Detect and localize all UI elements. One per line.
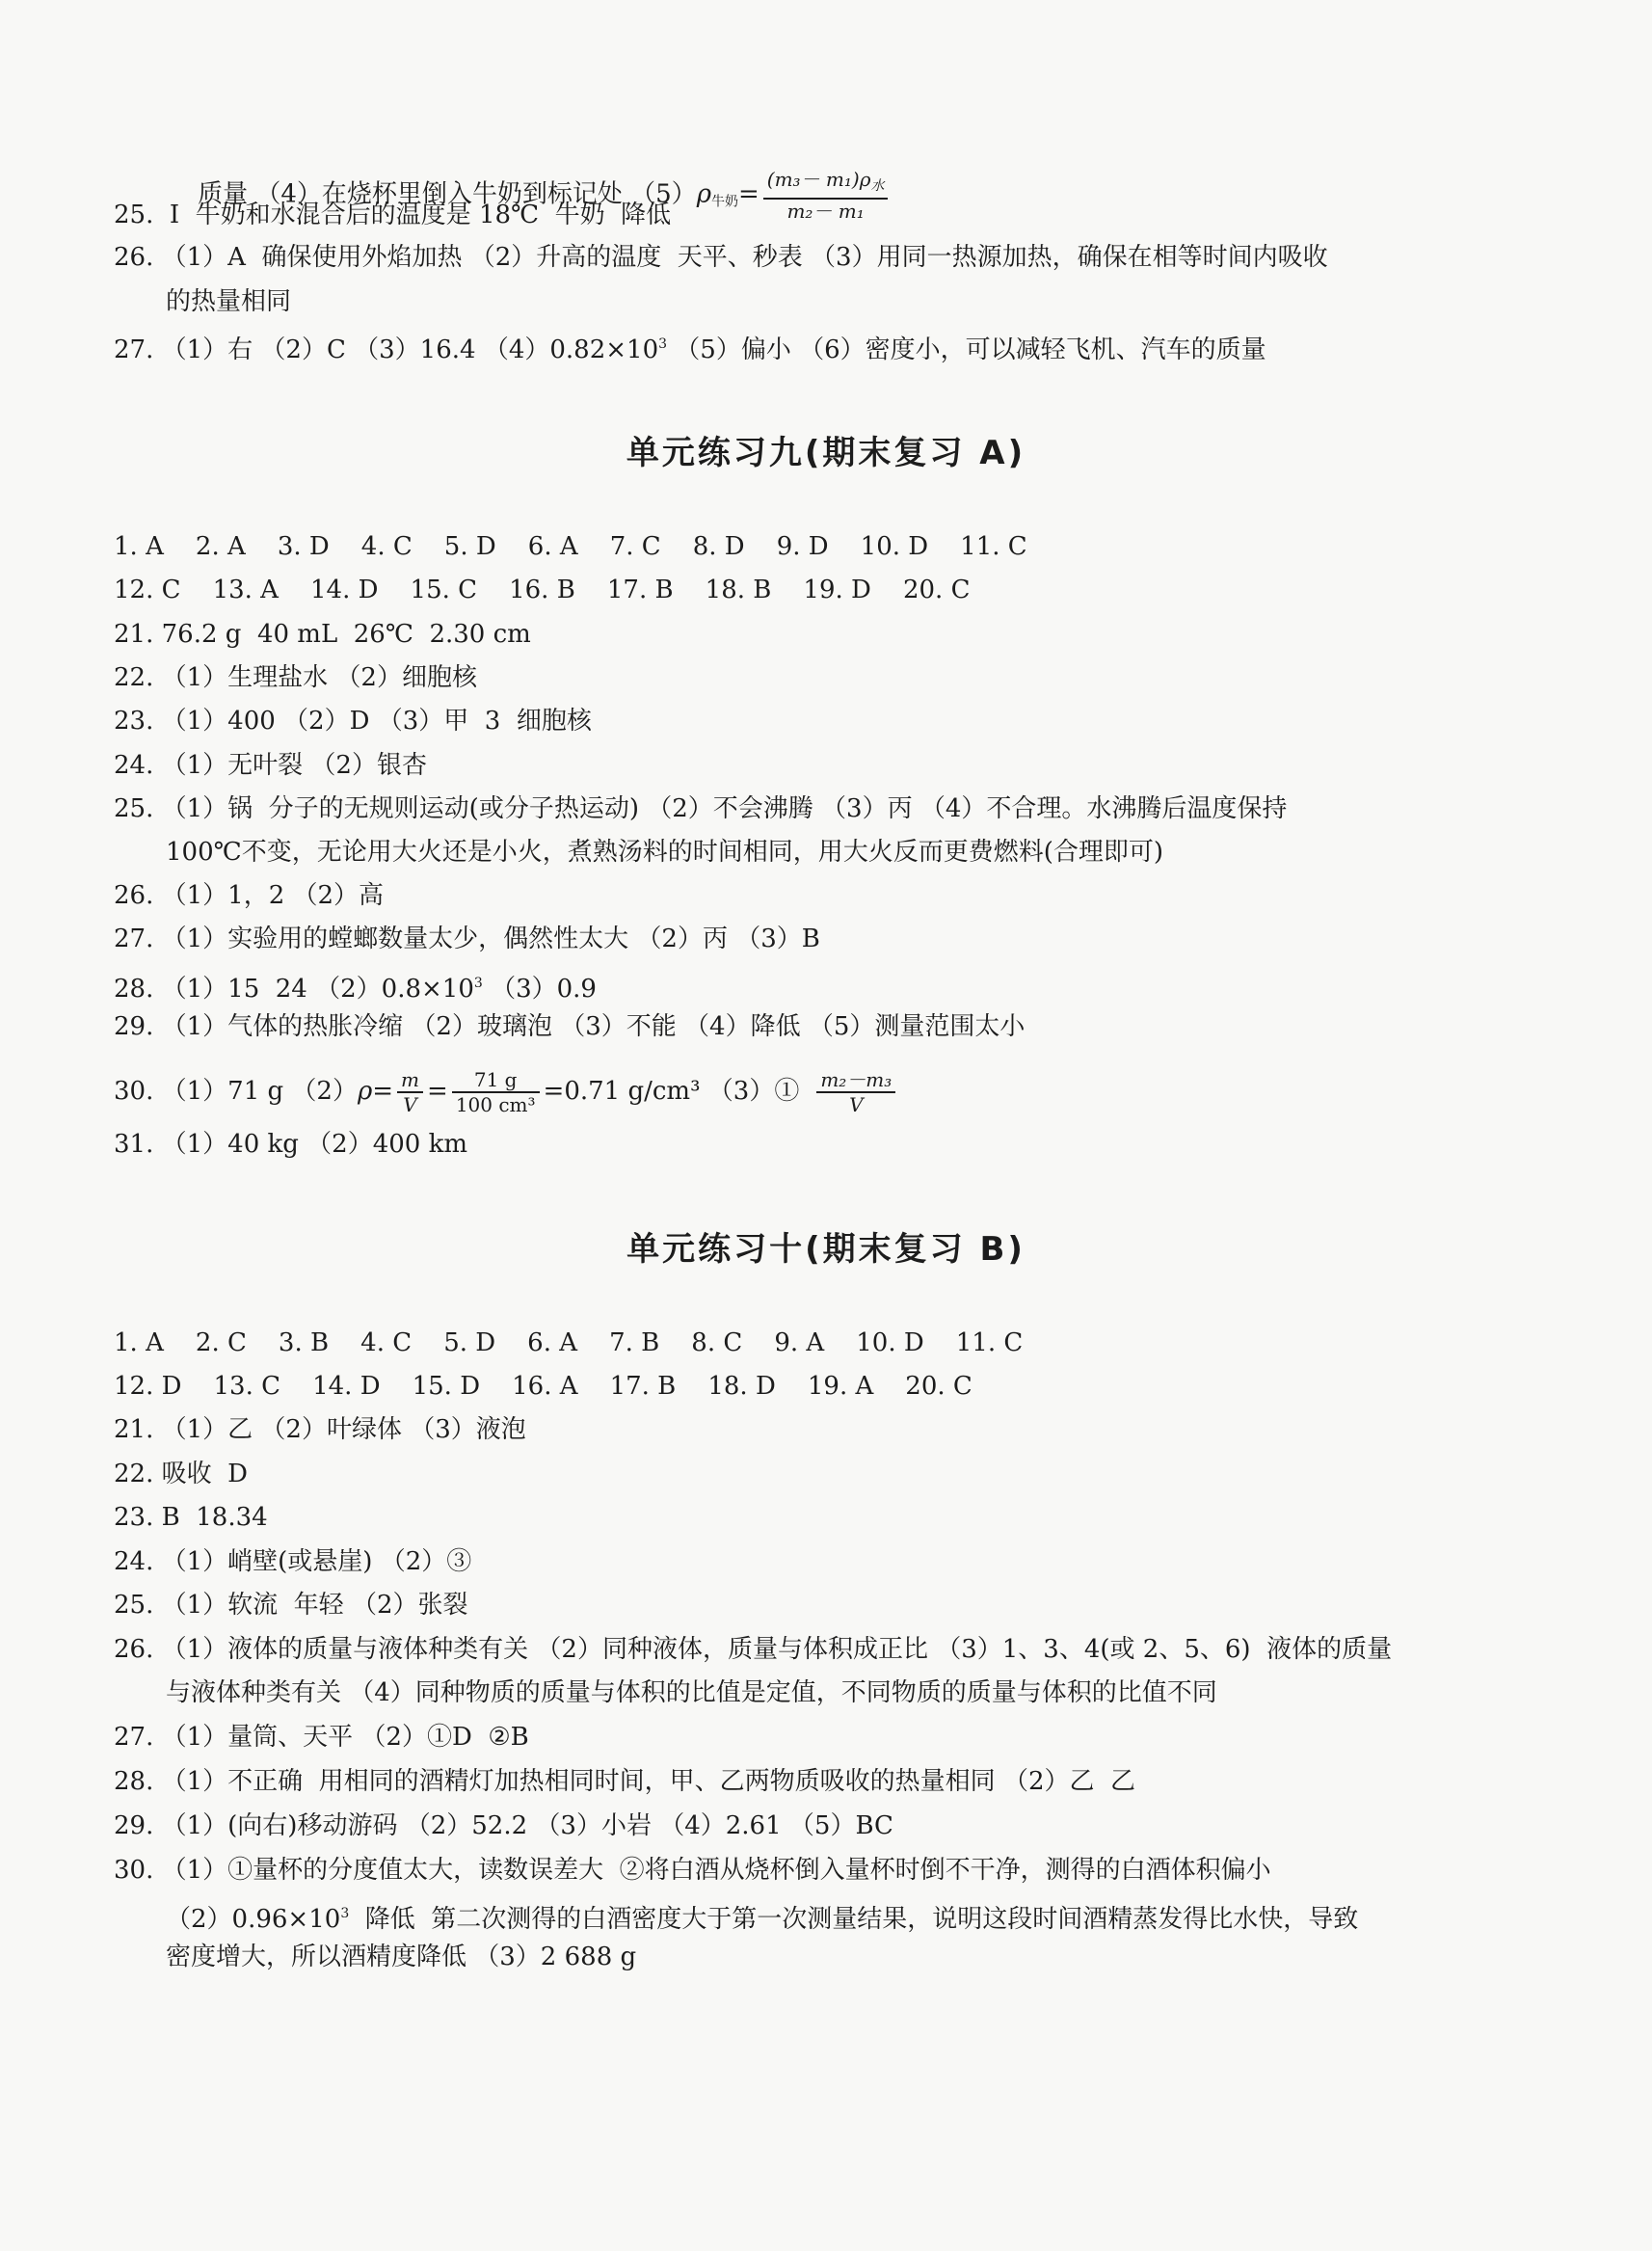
answer-line-23: 23. （1）400 （2）D （3）甲 3 细胞核 (114, 707, 592, 736)
answer-text: 降低 第二次测得的白酒密度大于第一次测量结果，说明这段时间酒精蒸发得比水快，导致 (349, 1905, 1359, 1934)
answer-text: 30. （1）71 g （2） (114, 1077, 358, 1106)
answer-line-30-part2 (166, 1897, 1515, 1936)
fraction-m2-minus-m3-over-v (816, 1068, 895, 1116)
answer-line-28: 28. （1）不正确 用相同的酒精灯加热相同时间，甲、乙两物质吸收的热量相同 （2）乙 乙 (114, 1767, 1136, 1796)
fraction-denominator: V (849, 1093, 864, 1116)
answer-text: 27. （1）右 （2）C （3）16.4 （4）0.82×10 (114, 335, 659, 364)
answer-text: 28. （1）15 24 （2）0.8×10 (114, 975, 474, 1004)
equals-sign: = (427, 1077, 448, 1106)
rho-subscript: 牛奶 (710, 194, 738, 210)
answer-line-30: 30. （1）①量杯的分度值太大，读数误差大 ②将白酒从烧杯倒入量杯时倒不干净，测得的白酒体积偏小 (114, 1856, 1271, 1885)
answer-line-31: 31. （1）40 kg （2）400 km (114, 1130, 468, 1159)
answer-text: （2）0.96×10 (166, 1905, 341, 1934)
answer-line-25: 25. （1）锅 分子的无规则运动(或分子热运动) （2）不会沸腾 （3）丙 （4）不合理。水沸腾后温度保持 (114, 794, 1288, 823)
answer-line-26: 26. （1）1，2 （2）高 (114, 881, 385, 910)
answer-line-21: 21. 76.2 g 40 mL 26℃ 2.30 cm (114, 620, 531, 649)
rho-symbol: ρ (696, 179, 711, 209)
answer-line-12-20: 12. D 13. C 14. D 15. D 16. A 17. B 18. D 19. A 20. C (114, 1372, 973, 1401)
answer-line-24: 24. （1）无叶裂 （2）银杏 (114, 751, 427, 780)
answer-line-24-cont (166, 135, 1515, 255)
answer-line-12-20: 12. C 13. A 14. D 15. C 16. B 17. B 18. B 19. D 20. C (114, 576, 971, 604)
fraction-71g-over-100cm3 (452, 1068, 540, 1116)
fraction-m-over-v (397, 1068, 423, 1116)
formula-numerator-subscript: 水 (870, 178, 885, 194)
rho-equals: ρ= (357, 1077, 394, 1106)
answer-text: （3）0.9 (482, 975, 597, 1004)
answer-line-30-part3: 密度增大，所以酒精度降低 （3）2 688 g (166, 1943, 637, 1971)
answer-text: =0.71 g/cm³ （3）① (543, 1077, 800, 1106)
fraction-numerator: 71 g (452, 1068, 540, 1093)
answer-line-27: 27. （1）量筒、天平 （2）①D ②B (114, 1723, 529, 1752)
equals-sign: = (737, 179, 759, 209)
answer-line-22: 22. （1）生理盐水 （2）细胞核 (114, 663, 477, 692)
section-title-10: 单元练习十(期末复习 B) (626, 1230, 1026, 1269)
answer-line-27 (114, 328, 1463, 366)
fraction-numerator: m₂－m₃ (816, 1068, 895, 1093)
answer-line-26: 26. （1）A 确保使用外焰加热 （2）升高的温度 天平、秒表 （3）用同一热源加热，确保在相等时间内吸收 (114, 243, 1328, 272)
fraction-denominator: 100 cm³ (455, 1093, 536, 1116)
answer-line-24: 24. （1）峭壁(或悬崖) （2）③ (114, 1547, 472, 1576)
answer-line-26-cont: 与液体种类有关 （4）同种物质的质量与体积的比值是定值，不同物质的质量与体积的比值不同 (166, 1678, 1217, 1707)
answer-line-26: 26. （1）液体的质量与液体种类有关 （2）同种液体，质量与体积成正比 （3）1、3、4(或 2、5、6) 液体的质量 (114, 1635, 1393, 1664)
answer-text: （5）偏小 （6）密度小，可以减轻飞机、汽车的质量 (667, 335, 1266, 364)
answer-line-30 (114, 1068, 1463, 1116)
answer-line-25: 25. （1）软流 年轻 （2）张裂 (114, 1591, 468, 1620)
fraction-numerator: m (397, 1068, 423, 1093)
exponent: 3 (340, 1906, 350, 1921)
answer-line-28 (114, 967, 1463, 1005)
answer-line-1-11: 1. A 2. A 3. D 4. C 5. D 6. A 7. C 8. D 9. D 10. D 11. C (114, 532, 1027, 561)
answer-line-25-cont: 100℃不变，无论用大火还是小火，煮熟汤料的时间相同，用大火反而更费燃料(合理即可) (166, 838, 1163, 867)
answer-line-29: 29. （1）气体的热胀冷缩 （2）玻璃泡 （3）不能 （4）降低 （5）测量范围太小 (114, 1012, 1026, 1041)
answer-line-27: 27. （1）实验用的螳螂数量太少，偶然性太大 （2）丙 （3）B (114, 925, 820, 953)
answer-text: 质量 （4）在烧杯里倒入牛奶到标记处 （5） (198, 179, 697, 209)
answer-line-29: 29. （1）(向右)移动游码 （2）52.2 （3）小岩 （4）2.61 （5）BC (114, 1811, 893, 1840)
answer-line-25: 25. Ⅰ 牛奶和水混合后的温度是 18℃ 牛奶 降低 (114, 201, 672, 229)
answer-line-21: 21. （1）乙 （2）叶绿体 （3）液泡 (114, 1415, 526, 1444)
exponent: 3 (473, 976, 483, 991)
section-title-9: 单元练习九(期末复习 A) (626, 434, 1026, 472)
answer-line-26-cont: 的热量相同 (166, 287, 292, 316)
formula-numerator: (m₃－ m₁)ρ (766, 168, 871, 191)
answer-line-1-11: 1. A 2. C 3. B 4. C 5. D 6. A 7. B 8. C 9. A 10. D 11. C (114, 1328, 1024, 1357)
fraction-denominator: V (403, 1093, 417, 1116)
answer-line-22: 22. 吸收 D (114, 1460, 248, 1488)
answer-line-23: 23. B 18.34 (114, 1503, 268, 1532)
exponent: 3 (658, 336, 668, 352)
formula-denominator: m₂－ m₁ (786, 200, 865, 223)
